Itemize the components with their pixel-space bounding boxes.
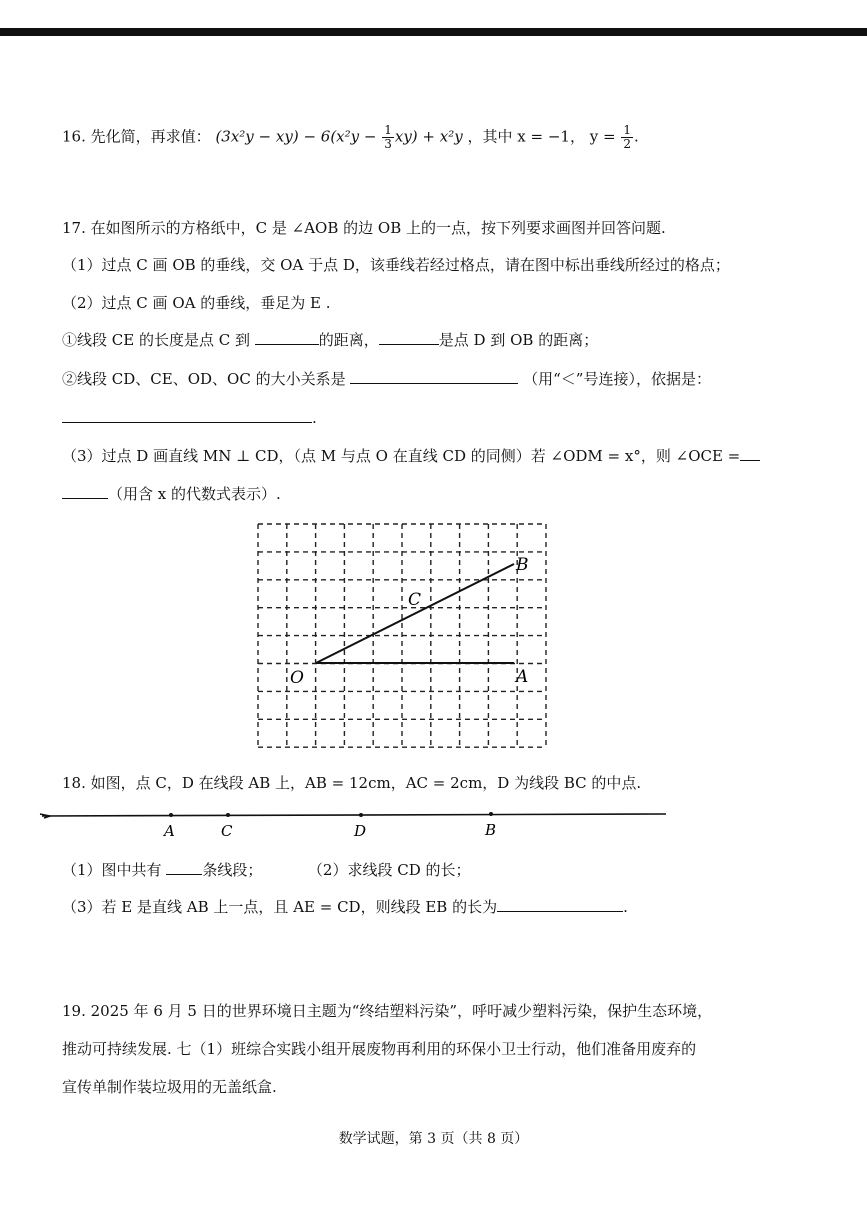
q16-end: . [633,127,639,146]
grid-figure [250,518,550,758]
answer-blank[interactable] [255,330,319,345]
point-B [489,812,493,816]
grid-lines [258,524,546,747]
page-footer: 数学试题，第 3 页（共 8 页） [338,1131,529,1147]
q17-part2: （2）过点 C 画 OA 的垂线，垂足为 E . [62,294,331,312]
q16-fraction: $\frac{1}{3}$ [384,123,392,151]
q18-parts-1-2: （1）图中共有 条线段； （2）求线段 CD 的长； [62,861,471,879]
point-C [226,813,230,817]
q16-expr-b: xy) + x²y [394,127,463,146]
q19-line-3: 宣传单制作装垃圾用的无盖纸盒. [62,1078,277,1096]
answer-blank[interactable] [62,484,108,499]
answer-blank[interactable] [350,369,518,384]
q18-intro: 18. 如图，点 C，D 在线段 AB 上，AB = 12cm，AC = 2cm，D 为线段 BC 的中点. [62,774,642,792]
q17-question2-reason: . [62,408,317,428]
answer-blank[interactable] [62,408,312,423]
label-B: B [516,555,529,575]
label-C: C [408,590,422,610]
q16-expr-a: (3x²y − xy) − 6(x²y − [215,127,382,146]
label-O: O [290,668,304,688]
seg-label-D: D [354,822,367,840]
top-border [0,28,867,36]
q18-part3: （3）若 E 是直线 AB 上一点，且 AE = CD，则线段 EB 的长为 . [62,898,628,916]
q16-number: 16. [62,127,86,146]
q19-line-1: 19. 2025 年 6 月 5 日的世界环境日主题为“终结塑料污染”，呼吁减少塑料污染，保护生态环境， [62,1002,713,1020]
answer-blank[interactable] [497,897,623,912]
seg-label-B: B [485,821,497,839]
q17-intro: 17. 在如图所示的方格纸中，C 是 ∠AOB 的边 OB 上的一点，按下列要求画图并回答问题. [62,219,666,237]
q17-part3: （3）过点 D 画直线 MN ⊥ CD，（点 M 与点 O 在直线 CD 的同侧）若 ∠ODM = x°，则 ∠OCE = [62,446,760,466]
q16-line [62,124,639,151]
point-A [169,813,173,817]
answer-blank[interactable] [740,446,760,461]
answer-blank[interactable] [379,330,439,345]
label-A: A [516,667,529,687]
q17-part3-tail: （用含 x 的代数式表示）. [62,484,281,504]
point-D [359,813,363,817]
seg-label-C: C [221,822,233,840]
answer-blank[interactable] [166,860,202,875]
segment-figure [30,800,680,848]
line-AB [42,814,666,816]
q17-question2: ②线段 CD、CE、OD、OC 的大小关系是 （用“＜”号连接），依据是： [62,370,711,388]
q17-question1: ①线段 CE 的长度是点 C 到 的距离， 是点 D 到 OB 的距离； [62,331,599,349]
q17-part1: （1）过点 C 画 OB 的垂线，交 OA 于点 D，该垂线若经过格点，请在图中标出垂线所经过的格点； [62,256,730,274]
q19-line-2: 推动可持续发展. 七（1）班综合实践小组开展废物再利用的环保小卫士行动，他们准备用废弃的 [62,1040,697,1058]
seg-label-A: A [164,822,175,840]
ray-OB [316,564,514,663]
q16-lead: 先化简，再求值： [90,127,211,146]
q16-y-fraction: $\frac{1}{2}$ [623,123,631,151]
q16-condition: ，其中 x = −1， y = [467,127,616,146]
